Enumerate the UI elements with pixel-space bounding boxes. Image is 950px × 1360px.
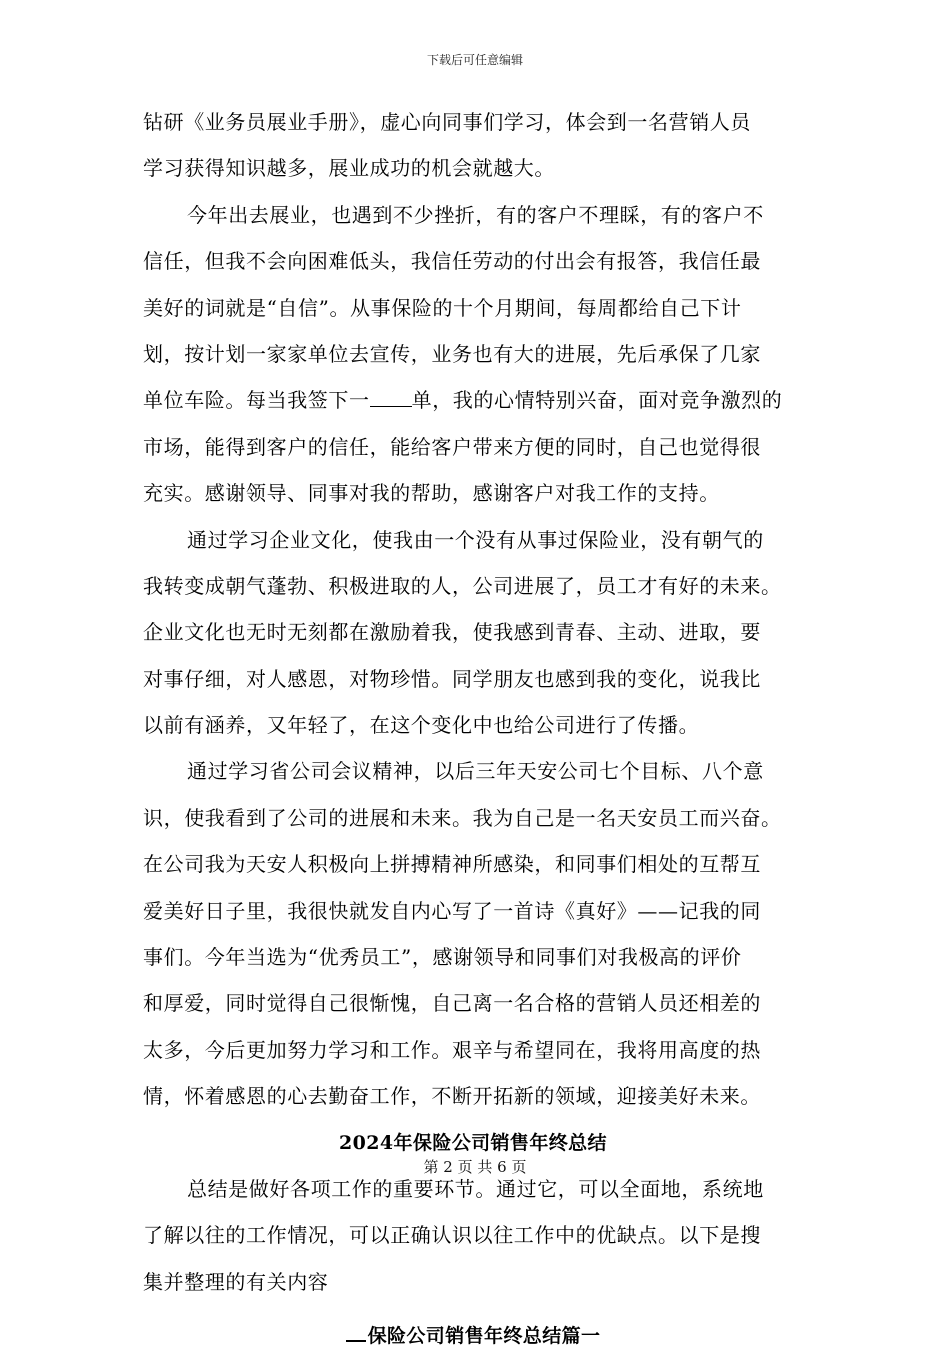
paragraph-line: 爱美好日子里，我很快就发自内心写了一首诗《真好》——记我的同 <box>143 898 761 923</box>
paragraph-line: 美好的词就是“自信”。从事保险的十个月期间，每周都给自己下计 <box>143 295 742 320</box>
paragraph-line: 市场，能得到客户的信任，能给客户带来方便的同时，自己也觉得很 <box>143 434 761 459</box>
fill-in-blank <box>370 388 412 407</box>
paragraph-line: 以前有涵养，又年轻了，在这个变化中也给公司进行了传播。 <box>143 713 700 738</box>
section-subtitle-text: 保险公司销售年终总结篇一 <box>367 1325 601 1348</box>
paragraph-line: 学习获得知识越多，展业成功的机会就越大。 <box>143 156 555 181</box>
paragraph-line: 钻研《业务员展业手册》，虚心向同事们学习，体会到一名营销人员 <box>143 110 751 134</box>
paragraph-line: 总结是做好各项工作的重要环节。通过它，可以全面地，系统地 <box>187 1176 764 1201</box>
paragraph-line-with-blank <box>143 377 803 423</box>
paragraph-line: 识，使我看到了公司的进展和未来。我为自己是一名天安员工而兴奋。 <box>143 805 782 830</box>
paragraph-line: 和厚爱，同时觉得自己很惭愧，自己离一名合格的营销人员还相差的 <box>143 991 761 1016</box>
paragraph-line: 通过学习省公司会议精神，以后三年天安公司七个目标、八个意 <box>187 759 764 784</box>
paragraph-line: 事们。今年当选为“优秀员工”，感谢领导和同事们对我极高的评价 <box>143 945 742 970</box>
paragraph-line: 今年出去展业，也遇到不少挫折，有的客户不理睬，有的客户不 <box>187 202 764 227</box>
line-text-before-blank: 单位车险。每当我签下一 <box>143 388 370 413</box>
page-header: 下载后可任意编辑 <box>426 53 523 67</box>
paragraph-line: 在公司我为天安人积极向上拼搏精神所感染，和同事们相处的互帮互 <box>143 852 761 877</box>
section-title: 2024年保险公司销售年终总结 <box>339 1131 607 1154</box>
paragraph-line: 划，按计划一家家单位去宣传，业务也有大的进展，先后承保了几家 <box>143 341 761 366</box>
paragraph-line: 情，怀着感恩的心去勤奋工作，不断开拓新的领域，迎接美好未来。 <box>143 1084 761 1109</box>
paragraph-line: 信任，但我不会向困难低头，我信任劳动的付出会有报答，我信任最 <box>143 249 761 274</box>
paragraph-line: 太多，今后更加努力学习和工作。艰辛与希望同在，我将用高度的热 <box>143 1037 761 1062</box>
paragraph-line: 对事仔细，对人感恩，对物珍惜。同学朋友也感到我的变化，说我比 <box>143 666 761 691</box>
paragraph-line: 我转变成朝气蓬勃、积极进取的人，公司进展了，员工才有好的未来。 <box>143 573 782 598</box>
heading-blank <box>346 1322 366 1342</box>
paragraph-line: 集并整理的有关内容 <box>143 1269 329 1294</box>
paragraph-line: 企业文化也无时无刻都在激励着我，使我感到青春、主动、进取，要 <box>143 620 761 645</box>
page-footer: 第 2 页 共 6 页 <box>423 1158 527 1176</box>
paragraph-line: 了解以往的工作情况，可以正确认识以往工作中的优缺点。以下是搜 <box>143 1223 761 1248</box>
paragraph-line: 通过学习企业文化，使我由一个没有从事过保险业，没有朝气的 <box>187 527 764 552</box>
line-text-after-blank: 单，我的心情特别兴奋，面对竞争激烈的 <box>411 388 783 413</box>
paragraph-line: 充实。感谢领导、同事对我的帮助，感谢客户对我工作的支持。 <box>143 481 720 506</box>
section-subtitle <box>143 1313 803 1359</box>
